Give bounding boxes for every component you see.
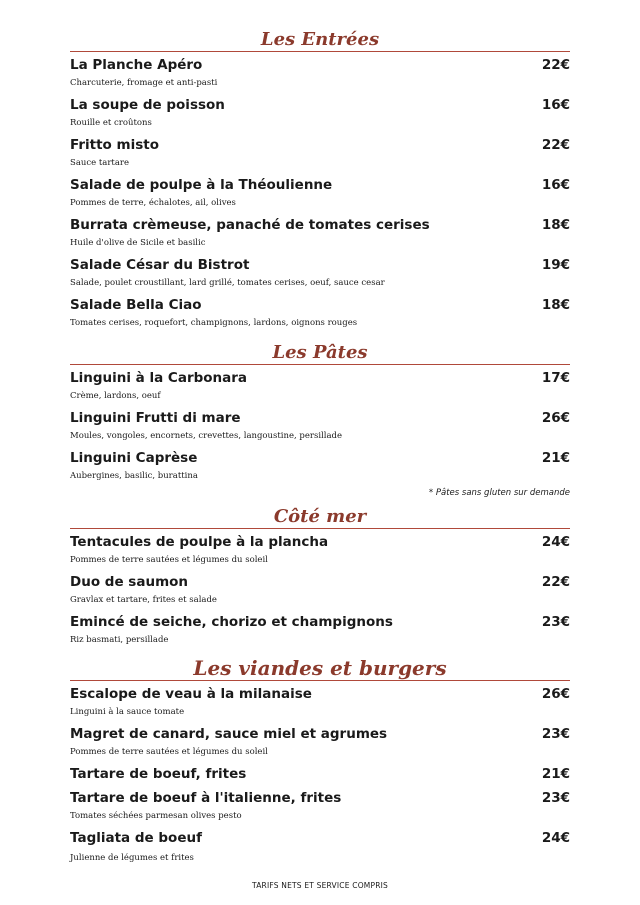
item-description: Tomates cerises, roquefort, champignons, lardons, oignons rouges [70,318,358,328]
item-description: Gravlax et tartare, frites et salade [70,595,217,605]
item-price: 21€ [541,450,570,466]
gluten-free-note: * Pâtes sans gluten sur demande [428,488,570,498]
section-divider [70,364,570,365]
item-description: Pommes de terre sautées et légumes du soleil [70,747,268,757]
item-price: 26€ [541,410,570,426]
item-name: Fritto misto [70,137,159,153]
item-name: La soupe de poisson [70,97,225,113]
item-name: Emincé de seiche, chorizo et champignons [70,614,393,630]
item-name: Salade Bella Ciao [70,297,202,313]
section-title: Les viandes et burgers [193,656,447,680]
item-name: La Planche Apéro [70,57,203,73]
item-description: Moules, vongoles, encornets, crevettes, langoustine, persillade [70,431,343,441]
pricing-footer: TARIFS NETS ET SERVICE COMPRIS [252,881,388,890]
item-description: Sauce tartare [70,158,129,168]
item-price: 17€ [541,370,570,386]
item-price: 16€ [541,97,570,113]
item-name: Escalope de veau à la milanaise [70,686,312,702]
item-description: Pommes de terre sautées et légumes du soleil [70,555,268,565]
section-divider [70,51,570,52]
item-price: 16€ [541,177,570,193]
section-divider [70,528,570,529]
item-name: Tartare de boeuf, frites [70,766,247,782]
item-description: Linguini à la sauce tomate [70,707,185,717]
item-description: Crème, lardons, oeuf [70,391,161,401]
item-name: Burrata crèmeuse, panaché de tomates cerises [70,217,430,233]
item-name: Linguini Caprèse [70,450,198,466]
item-price: 23€ [541,614,570,630]
item-price: 23€ [541,726,570,742]
item-name: Duo de saumon [70,574,189,590]
item-price: 24€ [541,534,570,550]
item-description: Rouille et croûtons [70,118,152,128]
item-description: Huile d'olive de Sicile et basilic [70,238,206,248]
item-description: Pommes de terre, échalotes, ail, olives [70,198,236,208]
item-price: 22€ [541,574,570,590]
item-price: 23€ [541,790,570,806]
section-title: Les Pâtes [272,342,368,363]
item-name: Salade César du Bistrot [70,257,250,273]
item-name: Magret de canard, sauce miel et agrumes [70,726,388,742]
item-price: 24€ [541,830,570,846]
item-description: Salade, poulet croustillant, lard grillé, tomates cerises, oeuf, sauce cesar [70,278,385,288]
item-price: 18€ [541,297,570,313]
item-name: Linguini Frutti di mare [70,410,241,426]
item-name: Tagliata de boeuf [70,830,202,846]
item-price: 21€ [541,766,570,782]
section-divider [70,680,570,681]
item-description: Julienne de légumes et frites [70,853,194,863]
item-price: 22€ [541,137,570,153]
item-name: Linguini à la Carbonara [70,370,248,386]
section-title: Les Entrées [260,29,380,50]
item-description: Tomates séchées parmesan olives pesto [70,811,242,821]
item-name: Tentacules de poulpe à la plancha [70,534,329,550]
item-price: 22€ [541,57,570,73]
item-description: Riz basmati, persillade [70,635,169,645]
item-name: Salade de poulpe à la Théoulienne [70,177,333,193]
item-name: Tartare de boeuf à l'italienne, frites [70,790,342,806]
item-price: 18€ [541,217,570,233]
item-description: Charcuterie, fromage et anti-pasti [70,78,218,88]
section-title: Côté mer [273,506,367,527]
item-price: 19€ [541,257,570,273]
item-description: Aubergines, basilic, burattina [70,471,198,481]
item-price: 26€ [541,686,570,702]
